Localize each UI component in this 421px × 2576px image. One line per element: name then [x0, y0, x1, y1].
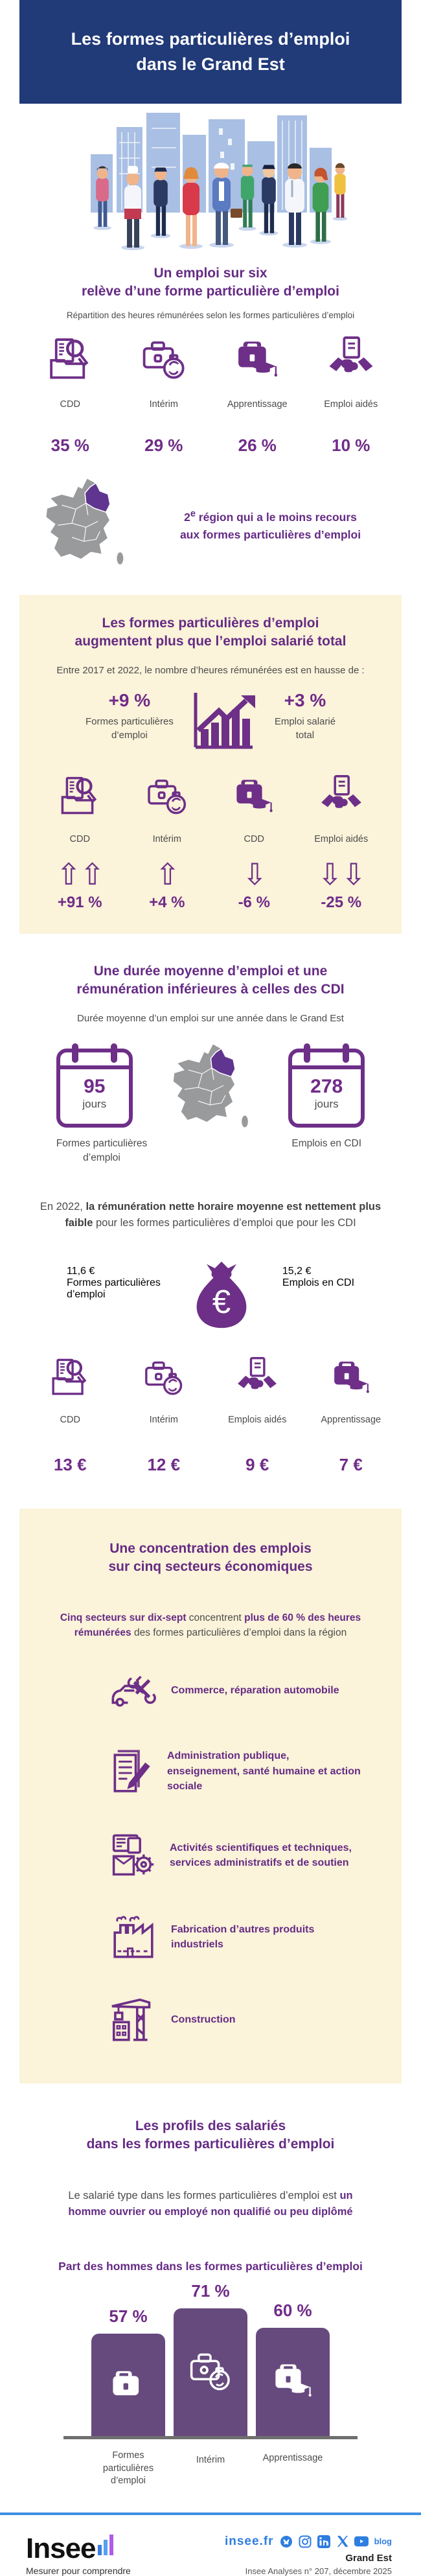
growth-intro: Entre 2017 et 2022, le nombre d’heures rémunérées est en hausse de :: [56, 665, 365, 677]
pay-fpe-label: Formes particulières d’emploi: [66, 1277, 161, 1300]
duration-comparison: [0, 1041, 421, 1165]
pay-item-apprentissage: [304, 1350, 398, 1475]
map-note-line2: aux formes particulières d’emploi: [179, 528, 361, 541]
duration-days: 278: [310, 1076, 343, 1098]
duration-cdi: [288, 1041, 365, 1151]
bar-value: 71 %: [191, 2280, 230, 2301]
sectors-heading: [19, 1540, 402, 1577]
france-map-row: [40, 475, 385, 575]
share-label: CDD: [60, 399, 80, 410]
sector-administration: [110, 1745, 402, 1797]
trend-value: +91 %: [57, 893, 102, 911]
profiles-heading-line2: dans les formes particulières d’emploi: [86, 2137, 335, 2152]
pay-item-cdd: [23, 1350, 117, 1475]
share-value: 10 %: [332, 435, 370, 455]
title-banner: [19, 0, 402, 104]
interim-icon: [117, 334, 211, 385]
briefcase-stopwatch-icon: [188, 2349, 233, 2395]
pay-type-value: 13 €: [53, 1454, 87, 1474]
pay-comparison: [0, 1247, 421, 1330]
pay-intro: En 2022, la rémunération nette horaire moyenne est nettement plus faible pour les formes particulières d’emploi que pour les CDI: [40, 1200, 381, 1229]
share-label: Apprentissage: [227, 399, 288, 410]
briefcase-graduation-icon: [210, 769, 298, 820]
title-line-2: dans le Grand Est: [136, 54, 285, 74]
briefcase-graduation-icon: [270, 2359, 315, 2404]
blog-link[interactable]: blog: [374, 2536, 392, 2547]
map-note-number: 2: [184, 510, 190, 524]
workers-illustration: [0, 109, 421, 255]
duration-heading-line1: Une durée moyenne d’emploi et une: [93, 963, 328, 979]
trend-label: CDD: [69, 834, 90, 845]
bar-label-interim: Intérim: [196, 2454, 225, 2465]
title-line-1: Les formes particulières d’emploi: [71, 29, 350, 49]
pay-item-emplois-aides: [210, 1350, 304, 1475]
svg-text:€: €: [212, 1283, 231, 1321]
growth-total-value: +3 %: [284, 690, 326, 711]
pay-type-label: CDD: [60, 1414, 80, 1425]
share-item-interim: [117, 334, 211, 456]
france-map: [40, 475, 144, 575]
trend-item-cdd-up: [36, 769, 124, 911]
duration-subtitle: Durée moyenne d’un emploi sur une année dans le Grand Est: [77, 1013, 344, 1025]
briefcase-icon: [108, 2365, 148, 2405]
map-note-line1: région qui a le moins recours: [195, 510, 357, 524]
office-tech-icon: [110, 1831, 155, 1880]
profiles-heading-line1: Les profils des salariés: [135, 2118, 286, 2134]
down-arrow-icon: ⇩: [242, 857, 266, 892]
emploi-aides-icon: [298, 769, 385, 820]
bar-value: 60 %: [273, 2300, 312, 2320]
bar-chart-title: Part des hommes dans les formes particulières d’emploi: [58, 2259, 363, 2273]
pay-fpe: [67, 1247, 161, 1301]
growth-heading-line2: augmentent plus que l’emploi salarié total: [74, 634, 347, 649]
pay-type-label: Emplois aidés: [228, 1414, 287, 1425]
double-down-arrows-icon: ⇩⇩: [317, 857, 365, 892]
people-group: [93, 163, 347, 250]
bar-label-apprentissage: Apprentissage: [262, 2452, 323, 2463]
map-note-sup: e: [190, 508, 196, 519]
pay-type-label: Intérim: [149, 1414, 178, 1425]
calendar-icon: [56, 1049, 133, 1128]
cdd-icon: [23, 1350, 117, 1400]
document-pencil-icon: [110, 1745, 153, 1797]
sector-commerce: [110, 1669, 402, 1712]
share-item-apprentissage: [210, 334, 304, 456]
pay-item-interim: [117, 1350, 211, 1475]
emploi-aides-icon: [304, 334, 398, 385]
share-item-emploi-aides: [304, 334, 398, 456]
footer-right: [225, 2535, 392, 2576]
duration-fpe: [56, 1041, 147, 1165]
share-value: 26 %: [238, 435, 277, 455]
sector-label: Activités scientifiques et techniques, services administratifs et de soutien: [170, 1842, 352, 1869]
footer-publication: Insee Analyses n° 207, décembre 2025: [245, 2566, 392, 2576]
duration-heading: [0, 962, 421, 999]
up-arrow-icon: ⇧: [155, 857, 179, 892]
trend-row: [36, 769, 385, 911]
apprentissage-icon: [210, 334, 304, 385]
pay-type-value: 9 €: [245, 1454, 269, 1474]
share-item-cdd: [23, 334, 117, 456]
double-up-arrows-icon: ⇧⇧: [56, 857, 104, 892]
pay-cdi: [282, 1247, 354, 1289]
sector-label: Administration publique, enseignement, santé humaine et action sociale: [167, 1750, 361, 1792]
growth-section: [19, 595, 402, 934]
footer: [0, 2515, 421, 2576]
sector-scientifique: [110, 1831, 402, 1880]
pay-cdi-label: Emplois en CDI: [282, 1277, 355, 1288]
sector-label: Fabrication d’autres produits industriels: [171, 1923, 315, 1951]
pay-type-label: Apprentissage: [321, 1414, 381, 1425]
money-bag-icon: [180, 1247, 263, 1330]
growth-comparison: [19, 690, 402, 750]
duration-unit: jours: [82, 1098, 107, 1111]
car-repair-icon: [110, 1669, 157, 1712]
bar-value: 57 %: [109, 2306, 148, 2326]
sectors-heading-line1: Une concentration des emplois: [109, 1540, 312, 1556]
sector-construction: [110, 1994, 402, 2045]
sectors-heading-line2: sur cinq secteurs économiques: [108, 1559, 313, 1575]
duration-cdi-label: Emplois en CDI: [291, 1138, 362, 1150]
section1-heading-line1: Un emploi sur six: [154, 266, 267, 281]
map-note: [155, 507, 385, 544]
insee-tagline: Mesurer pour comprendre: [26, 2565, 131, 2576]
apprentissage-icon: [304, 1350, 398, 1400]
growth-heading: [19, 614, 402, 651]
duration-days: 95: [84, 1076, 106, 1098]
sector-label: Construction: [171, 2013, 236, 2025]
growth-fpe: [85, 690, 174, 742]
interim-icon: [124, 769, 211, 820]
section1-subtitle: Répartition des heures rémunérées selon les formes particulières d’emploi: [66, 310, 355, 320]
share-value: 35 %: [51, 435, 89, 455]
cdd-icon: [23, 334, 117, 385]
cdd-icon: [36, 769, 124, 820]
trend-item-interim: [124, 769, 211, 911]
growth-total: [275, 690, 336, 742]
pay-cdi-value: 15,2 €: [282, 1265, 312, 1277]
duration-unit: jours: [314, 1098, 339, 1111]
trend-label: CDD: [244, 834, 264, 845]
interim-icon: [117, 1350, 211, 1400]
calendar-icon: [288, 1049, 365, 1128]
trend-value: -6 %: [238, 893, 270, 911]
insee-logo-bars: [98, 2535, 115, 2558]
insee-logo: [26, 2532, 131, 2576]
insee-fr-link[interactable]: insee.fr: [224, 2534, 274, 2548]
pay-by-type-row: [23, 1350, 398, 1475]
men-share-bar-chart: [0, 2280, 421, 2436]
bar-interim: [174, 2280, 247, 2436]
bluesky-icon[interactable]: [280, 2535, 293, 2548]
insee-wordmark: Insee: [26, 2532, 96, 2564]
sector-fabrication: [110, 1914, 402, 1960]
section1-heading: [0, 264, 421, 301]
profiles-subtext: Le salarié type dans les formes particulières d’emploi est un homme ouvrier ou employé non qualifié ou peu diplômé: [68, 2189, 353, 2218]
pay-type-value: 7 €: [339, 1454, 363, 1474]
trend-label: Emploi aidés: [314, 834, 369, 845]
trend-label: Intérim: [152, 834, 181, 845]
bar-label-fpe: Formes particulières d’emploi: [102, 2450, 154, 2487]
youtube-icon[interactable]: [354, 2536, 369, 2547]
growth-fpe-value: +9 %: [108, 690, 151, 711]
trend-item-emploi-aides: [298, 769, 385, 911]
x-icon[interactable]: [336, 2535, 348, 2547]
bar-fpe: [91, 2306, 165, 2436]
duration-heading-line2: rémunération inférieures à celles des CDI: [76, 982, 345, 997]
city-workers-illustration: [71, 109, 350, 255]
factory-icon: [110, 1914, 157, 1960]
growth-heading-line1: Les formes particulières d’emploi: [102, 615, 319, 631]
share-label: Intérim: [149, 399, 178, 410]
pay-type-value: 12 €: [147, 1454, 181, 1474]
sectors-intro: Cinq secteurs sur dix-sept concentrent plus de 60 % des heures rémunérées des formes particulières d’emploi dans la région: [60, 1612, 361, 1638]
emploi-aides-icon: [210, 1350, 304, 1400]
rising-chart-icon: [190, 690, 258, 750]
share-label: Emploi aidés: [324, 399, 378, 410]
france-map-small: [169, 1041, 266, 1138]
instagram-icon[interactable]: [299, 2535, 312, 2548]
growth-fpe-label: Formes particulières d’emploi: [85, 716, 174, 741]
sectors-section: [19, 1509, 402, 2083]
section1-heading-line2: relève d’une forme particulière d’emploi: [82, 284, 339, 299]
duration-fpe-label: Formes particulières d’emploi: [56, 1138, 148, 1164]
trend-value: +4 %: [149, 893, 185, 911]
growth-total-label: Emploi salarié total: [274, 716, 336, 741]
page-title: [71, 27, 350, 77]
linkedin-icon[interactable]: [317, 2535, 330, 2548]
trend-value: -25 %: [321, 893, 362, 911]
footer-region: Grand Est: [345, 2552, 392, 2564]
employment-forms-share-row: [23, 334, 398, 456]
profiles-heading: [0, 2117, 421, 2154]
pay-fpe-value: 11,6 €: [66, 1265, 95, 1277]
chart-baseline: [63, 2436, 358, 2439]
bar-labels: [0, 2450, 421, 2488]
bar-apprentissage: [256, 2300, 330, 2436]
share-value: 29 %: [144, 435, 183, 455]
trend-item-cdd-down: [210, 769, 298, 911]
crane-icon: [110, 1994, 157, 2045]
sector-label: Commerce, réparation automobile: [171, 1684, 339, 1696]
